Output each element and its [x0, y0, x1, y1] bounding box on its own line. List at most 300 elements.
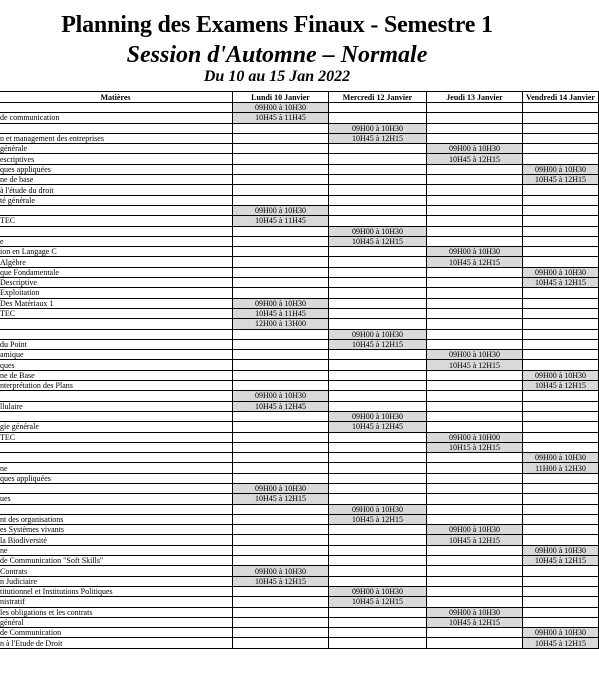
table-row	[0, 113, 599, 123]
time-slot-cell	[523, 391, 599, 401]
time-slot-cell	[523, 401, 599, 411]
time-slot-cell: 10H45 à 12H15	[329, 133, 427, 143]
table-row	[0, 494, 599, 504]
subject-cell: que Fondamentale	[0, 267, 233, 277]
time-slot-cell	[427, 463, 523, 473]
table-row	[0, 370, 599, 380]
time-slot-cell	[233, 422, 329, 432]
time-slot-cell	[233, 370, 329, 380]
time-slot-cell: 10H45 à 12H15	[233, 576, 329, 586]
time-slot-cell	[233, 617, 329, 627]
time-slot-cell: 09H00 à 10H30	[427, 350, 523, 360]
time-slot-cell	[233, 267, 329, 277]
subject-cell	[0, 483, 233, 493]
subject-cell: ion en Langage C	[0, 247, 233, 257]
subject-cell: ques appliquées	[0, 473, 233, 483]
subject-cell: Contrats	[0, 566, 233, 576]
session-title: Session d'Automne – Normale	[126, 42, 428, 68]
time-slot-cell	[329, 154, 427, 164]
time-slot-cell: 10H45 à 12H15	[329, 339, 427, 349]
time-slot-cell: 09H00 à 10H30	[523, 164, 599, 174]
subject-cell	[0, 442, 233, 452]
time-slot-cell: 10H45 à 12H15	[427, 535, 523, 545]
subject-cell: de Communication "Soft Skills"	[0, 556, 233, 566]
table-row	[0, 257, 599, 267]
time-slot-cell	[427, 566, 523, 576]
subject-cell: TEC	[0, 216, 233, 226]
table-row	[0, 483, 599, 493]
table-row	[0, 628, 599, 638]
time-slot-cell	[523, 607, 599, 617]
table-row	[0, 442, 599, 452]
time-slot-cell	[233, 473, 329, 483]
subject-cell: escriptives	[0, 154, 233, 164]
time-slot-cell	[233, 236, 329, 246]
time-slot-cell	[233, 525, 329, 535]
time-slot-cell	[233, 597, 329, 607]
time-slot-cell	[233, 638, 329, 648]
time-slot-cell	[329, 308, 427, 318]
time-slot-cell	[523, 154, 599, 164]
time-slot-cell	[427, 339, 523, 349]
time-slot-cell	[427, 185, 523, 195]
time-slot-cell	[427, 133, 523, 143]
time-slot-cell	[427, 267, 523, 277]
time-slot-cell	[233, 463, 329, 473]
time-slot-cell	[523, 226, 599, 236]
time-slot-cell: 10H45 à 12H15	[427, 154, 523, 164]
time-slot-cell	[427, 319, 523, 329]
time-slot-cell: 09H00 à 10H30	[329, 504, 427, 514]
subject-cell	[0, 319, 233, 329]
date-range: Du 10 au 15 Jan 2022	[203, 68, 351, 85]
time-slot-cell: 10H45 à 12H15	[233, 494, 329, 504]
time-slot-cell	[523, 597, 599, 607]
time-slot-cell	[233, 185, 329, 195]
document-title: Planning des Examens Finaux - Semestre 1	[61, 12, 493, 38]
time-slot-cell: 10H45 à 12H15	[427, 360, 523, 370]
time-slot-cell	[427, 278, 523, 288]
time-slot-cell: 09H00 à 10H30	[329, 411, 427, 421]
time-slot-cell	[233, 607, 329, 617]
table-header-row	[0, 92, 599, 103]
subject-cell: de Communication	[0, 628, 233, 638]
time-slot-cell: 09H00 à 10H30	[523, 267, 599, 277]
subject-cell: es Systèmes vivants	[0, 525, 233, 535]
time-slot-cell: 10H45 à 12H15	[329, 236, 427, 246]
subject-cell	[0, 123, 233, 133]
time-slot-cell: 10H45 à 12H15	[427, 257, 523, 267]
time-slot-cell	[523, 360, 599, 370]
time-slot-cell: 09H00 à 10H30	[233, 483, 329, 493]
column-header-friday: Vendredi 14 Janvier	[523, 92, 599, 103]
time-slot-cell: 09H00 à 10H30	[427, 607, 523, 617]
time-slot-cell	[523, 422, 599, 432]
time-slot-cell: 10H45 à 12H15	[523, 278, 599, 288]
time-slot-cell	[329, 483, 427, 493]
table-row	[0, 195, 599, 205]
subject-cell: TEC	[0, 308, 233, 318]
subject-cell	[0, 103, 233, 113]
table-row	[0, 308, 599, 318]
time-slot-cell: 10H45 à 12H15	[523, 556, 599, 566]
time-slot-cell	[329, 545, 427, 555]
time-slot-cell	[427, 483, 523, 493]
time-slot-cell	[329, 556, 427, 566]
time-slot-cell	[233, 257, 329, 267]
time-slot-cell	[427, 422, 523, 432]
time-slot-cell	[427, 288, 523, 298]
time-slot-cell: 09H00 à 10H30	[233, 298, 329, 308]
time-slot-cell	[523, 514, 599, 524]
time-slot-cell	[233, 329, 329, 339]
time-slot-cell	[329, 205, 427, 215]
table-row	[0, 473, 599, 483]
time-slot-cell	[329, 113, 427, 123]
time-slot-cell	[427, 576, 523, 586]
time-slot-cell	[329, 638, 427, 648]
time-slot-cell	[427, 298, 523, 308]
time-slot-cell: 09H00 à 10H00	[427, 432, 523, 442]
time-slot-cell: 09H00 à 10H30	[427, 525, 523, 535]
column-header-subjects: Matières	[0, 92, 233, 103]
time-slot-cell: 10H15 à 12H15	[427, 442, 523, 452]
time-slot-cell: 10H45 à 11H45	[233, 308, 329, 318]
time-slot-cell	[523, 319, 599, 329]
table-row	[0, 123, 599, 133]
table-row	[0, 226, 599, 236]
table-row	[0, 597, 599, 607]
subject-cell: nterprétation des Plans	[0, 381, 233, 391]
time-slot-cell	[233, 154, 329, 164]
time-slot-cell	[233, 226, 329, 236]
time-slot-cell	[329, 144, 427, 154]
table-row	[0, 545, 599, 555]
table-row	[0, 154, 599, 164]
time-slot-cell	[329, 360, 427, 370]
time-slot-cell	[329, 195, 427, 205]
table-row	[0, 339, 599, 349]
time-slot-cell	[329, 576, 427, 586]
time-slot-cell: 09H00 à 10H30	[233, 391, 329, 401]
time-slot-cell	[329, 617, 427, 627]
time-slot-cell	[427, 545, 523, 555]
table-row	[0, 288, 599, 298]
subject-cell: ne	[0, 545, 233, 555]
time-slot-cell	[233, 350, 329, 360]
time-slot-cell	[329, 401, 427, 411]
time-slot-cell	[523, 308, 599, 318]
time-slot-cell	[523, 494, 599, 504]
time-slot-cell	[329, 442, 427, 452]
subject-cell: nistratif	[0, 597, 233, 607]
time-slot-cell	[233, 545, 329, 555]
table-row	[0, 514, 599, 524]
time-slot-cell: 09H00 à 10H30	[329, 123, 427, 133]
table-row	[0, 205, 599, 215]
time-slot-cell	[233, 586, 329, 596]
subject-cell: générale	[0, 144, 233, 154]
subject-cell: ne de base	[0, 175, 233, 185]
time-slot-cell	[329, 370, 427, 380]
time-slot-cell	[427, 113, 523, 123]
time-slot-cell: 12H00 à 13H00	[233, 319, 329, 329]
table-row	[0, 319, 599, 329]
table-row	[0, 360, 599, 370]
time-slot-cell	[523, 504, 599, 514]
time-slot-cell	[233, 133, 329, 143]
time-slot-cell	[427, 308, 523, 318]
time-slot-cell	[233, 442, 329, 452]
subject-cell: titutionnel et Institutions Politiques	[0, 586, 233, 596]
time-slot-cell	[329, 247, 427, 257]
subject-cell	[0, 504, 233, 514]
time-slot-cell	[427, 411, 523, 421]
time-slot-cell	[523, 133, 599, 143]
time-slot-cell	[233, 411, 329, 421]
table-row	[0, 133, 599, 143]
time-slot-cell	[233, 247, 329, 257]
table-row	[0, 607, 599, 617]
time-slot-cell	[523, 288, 599, 298]
time-slot-cell	[523, 566, 599, 576]
time-slot-cell	[523, 247, 599, 257]
time-slot-cell: 10H45 à 12H15	[427, 617, 523, 627]
subject-cell: TEC	[0, 432, 233, 442]
time-slot-cell	[233, 339, 329, 349]
table-row	[0, 164, 599, 174]
table-row	[0, 556, 599, 566]
time-slot-cell	[427, 514, 523, 524]
subject-cell: Des Matériaux 1	[0, 298, 233, 308]
table-row	[0, 432, 599, 442]
time-slot-cell	[523, 144, 599, 154]
time-slot-cell	[329, 566, 427, 576]
time-slot-cell	[523, 432, 599, 442]
time-slot-cell	[523, 535, 599, 545]
time-slot-cell: 10H45 à 12H45	[233, 401, 329, 411]
time-slot-cell	[427, 494, 523, 504]
time-slot-cell	[233, 195, 329, 205]
subject-cell: ne	[0, 463, 233, 473]
time-slot-cell: 10H45 à 12H45	[329, 422, 427, 432]
subject-cell: gie générale	[0, 422, 233, 432]
time-slot-cell	[329, 175, 427, 185]
time-slot-cell	[233, 453, 329, 463]
time-slot-cell	[523, 473, 599, 483]
time-slot-cell	[233, 360, 329, 370]
time-slot-cell	[523, 185, 599, 195]
time-slot-cell	[329, 391, 427, 401]
subject-cell: llulaire	[0, 401, 233, 411]
table-row	[0, 103, 599, 113]
time-slot-cell	[233, 278, 329, 288]
table-row	[0, 381, 599, 391]
time-slot-cell	[329, 257, 427, 267]
subject-cell: Descriptive	[0, 278, 233, 288]
table-row	[0, 566, 599, 576]
time-slot-cell: 09H00 à 10H30	[329, 586, 427, 596]
time-slot-cell	[427, 473, 523, 483]
time-slot-cell	[329, 432, 427, 442]
subject-cell: à l'étude du droit	[0, 185, 233, 195]
time-slot-cell	[427, 597, 523, 607]
time-slot-cell	[329, 350, 427, 360]
time-slot-cell	[427, 586, 523, 596]
table-row	[0, 638, 599, 648]
time-slot-cell	[523, 329, 599, 339]
time-slot-cell: 09H00 à 10H30	[233, 205, 329, 215]
time-slot-cell	[427, 556, 523, 566]
time-slot-cell: 09H00 à 10H30	[329, 226, 427, 236]
time-slot-cell	[523, 339, 599, 349]
time-slot-cell	[329, 525, 427, 535]
subject-cell: ues	[0, 494, 233, 504]
time-slot-cell	[329, 267, 427, 277]
time-slot-cell	[329, 278, 427, 288]
subject-cell	[0, 391, 233, 401]
time-slot-cell	[329, 288, 427, 298]
table-row	[0, 453, 599, 463]
time-slot-cell: 11H00 à 12H30	[523, 463, 599, 473]
table-row	[0, 267, 599, 277]
time-slot-cell	[523, 350, 599, 360]
table-row	[0, 247, 599, 257]
time-slot-cell: 10H45 à 12H15	[523, 175, 599, 185]
time-slot-cell	[427, 175, 523, 185]
time-slot-cell	[427, 236, 523, 246]
time-slot-cell	[233, 628, 329, 638]
subject-cell	[0, 329, 233, 339]
time-slot-cell	[427, 103, 523, 113]
subject-cell: de communication	[0, 113, 233, 123]
table-row	[0, 422, 599, 432]
time-slot-cell	[427, 123, 523, 133]
table-row	[0, 535, 599, 545]
time-slot-cell	[233, 123, 329, 133]
table-row	[0, 525, 599, 535]
time-slot-cell: 10H45 à 12H15	[329, 597, 427, 607]
column-header-wednesday: Mercredi 12 Janvier	[329, 92, 427, 103]
subject-cell: e	[0, 236, 233, 246]
subject-cell: n à l'Etude de Droit	[0, 638, 233, 648]
table-row	[0, 463, 599, 473]
subject-cell: général	[0, 617, 233, 627]
time-slot-cell	[427, 216, 523, 226]
time-slot-cell: 10H45 à 12H15	[329, 514, 427, 524]
subject-cell	[0, 453, 233, 463]
time-slot-cell	[427, 401, 523, 411]
time-slot-cell	[233, 535, 329, 545]
time-slot-cell	[233, 504, 329, 514]
subject-cell: amique	[0, 350, 233, 360]
time-slot-cell	[427, 195, 523, 205]
time-slot-cell	[523, 411, 599, 421]
time-slot-cell	[427, 391, 523, 401]
time-slot-cell: 09H00 à 10H30	[523, 545, 599, 555]
time-slot-cell	[233, 432, 329, 442]
time-slot-cell: 09H00 à 10H30	[233, 103, 329, 113]
time-slot-cell	[523, 205, 599, 215]
time-slot-cell: 09H00 à 10H30	[427, 247, 523, 257]
subject-cell: Algèbre	[0, 257, 233, 267]
subject-cell: du Point	[0, 339, 233, 349]
time-slot-cell	[329, 628, 427, 638]
time-slot-cell	[523, 586, 599, 596]
subject-cell: ques appliquées	[0, 164, 233, 174]
time-slot-cell	[329, 103, 427, 113]
time-slot-cell	[427, 205, 523, 215]
table-row	[0, 586, 599, 596]
table-row	[0, 391, 599, 401]
time-slot-cell: 10H45 à 11H45	[233, 216, 329, 226]
time-slot-cell	[523, 617, 599, 627]
table-row	[0, 185, 599, 195]
table-row	[0, 504, 599, 514]
time-slot-cell	[329, 463, 427, 473]
time-slot-cell: 09H00 à 10H30	[523, 370, 599, 380]
exam-schedule-table	[0, 91, 599, 649]
time-slot-cell	[329, 381, 427, 391]
subject-cell	[0, 411, 233, 421]
time-slot-cell	[233, 288, 329, 298]
time-slot-cell	[427, 370, 523, 380]
time-slot-cell	[329, 607, 427, 617]
time-slot-cell	[427, 628, 523, 638]
time-slot-cell	[329, 494, 427, 504]
time-slot-cell	[329, 164, 427, 174]
subject-cell: les obligations et les contrats	[0, 607, 233, 617]
time-slot-cell: 09H00 à 10H30	[427, 144, 523, 154]
time-slot-cell	[523, 442, 599, 452]
time-slot-cell	[523, 113, 599, 123]
table-row	[0, 350, 599, 360]
time-slot-cell	[329, 319, 427, 329]
table-row	[0, 617, 599, 627]
time-slot-cell	[523, 525, 599, 535]
time-slot-cell	[233, 514, 329, 524]
time-slot-cell: 09H00 à 10H30	[233, 566, 329, 576]
time-slot-cell	[329, 535, 427, 545]
table-row	[0, 144, 599, 154]
time-slot-cell	[427, 329, 523, 339]
time-slot-cell	[523, 257, 599, 267]
time-slot-cell: 09H00 à 10H30	[523, 628, 599, 638]
time-slot-cell	[427, 381, 523, 391]
subject-cell: nt des organisations	[0, 514, 233, 524]
time-slot-cell	[523, 123, 599, 133]
column-header-monday: Lundi 10 Janvier	[233, 92, 329, 103]
time-slot-cell	[233, 144, 329, 154]
table-row	[0, 175, 599, 185]
time-slot-cell: 10H45 à 12H15	[523, 638, 599, 648]
subject-cell: Exploitation	[0, 288, 233, 298]
time-slot-cell	[523, 103, 599, 113]
time-slot-cell	[523, 216, 599, 226]
table-row	[0, 236, 599, 246]
time-slot-cell	[329, 298, 427, 308]
table-row	[0, 298, 599, 308]
time-slot-cell: 09H00 à 10H30	[523, 453, 599, 463]
time-slot-cell	[523, 483, 599, 493]
time-slot-cell	[523, 195, 599, 205]
table-row	[0, 401, 599, 411]
time-slot-cell	[523, 298, 599, 308]
subject-cell: la Biodiversité	[0, 535, 233, 545]
time-slot-cell	[427, 453, 523, 463]
time-slot-cell	[427, 638, 523, 648]
time-slot-cell: 09H00 à 10H30	[329, 329, 427, 339]
